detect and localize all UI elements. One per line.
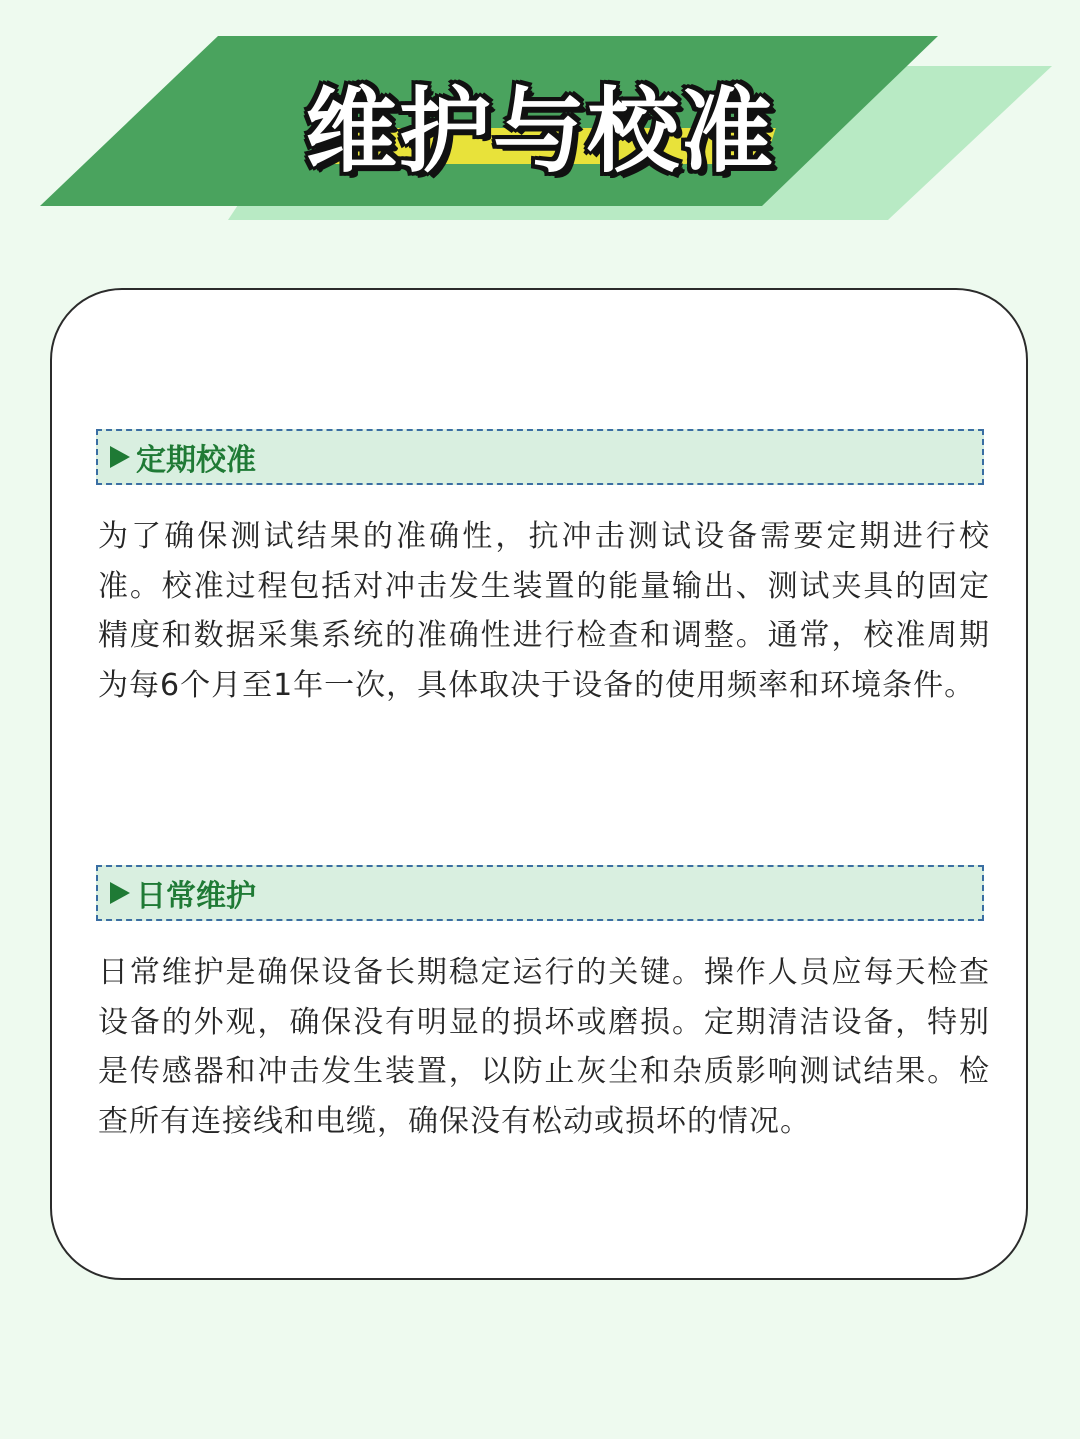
section-heading-label: 日常维护 [136,879,256,914]
title-banner [0,0,1080,240]
page-title: 维护与校准 [304,78,775,185]
section-heading-maintenance [96,865,984,921]
section-heading-label: 定期校准 [136,443,256,478]
section-body-maintenance: 日常维护是确保设备长期稳定运行的关键。操作人员应每天检查设备的外观，确保没有明显的损坏或磨损。定期清洁设备，特别是传感器和冲击发生装置，以防止灰尘和杂质影响测试结果。检查所有连接线和电缆，确保没有松动或损坏的情况。 [98,955,990,1139]
triangle-right-icon [110,446,130,468]
section-heading-calibration [96,429,984,485]
section-body-calibration: 为了确保测试结果的准确性，抗冲击测试设备需要定期进行校准。校准过程包括对冲击发生装置的能量输出、测试夹具的固定精度和数据采集系统的准确性进行检查和调整。通常，校准周期为每6个月至1年一次，具体取决于设备的使用频率和环境条件。 [98,519,990,703]
triangle-right-icon [110,882,130,904]
